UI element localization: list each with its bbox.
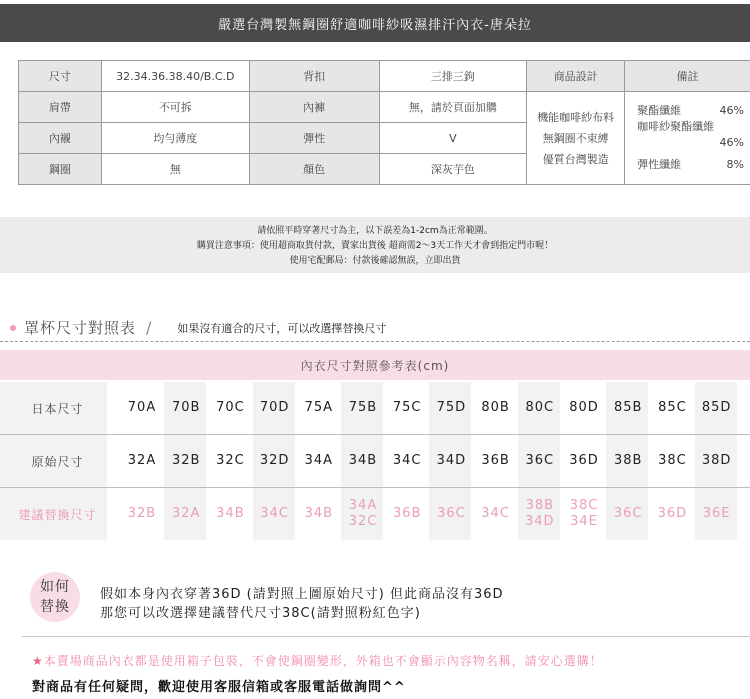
size-cell: 38C — [658, 453, 687, 468]
strap-value: 不可拆 — [101, 92, 249, 123]
badge-line-1: 如何 — [40, 579, 70, 595]
wire-value: 無 — [101, 154, 249, 185]
size-cell: 75A — [304, 400, 334, 415]
size-cell: 32B — [171, 453, 201, 468]
clasp-label: 背扣 — [249, 61, 379, 92]
star-icon: ★ — [32, 654, 44, 668]
color-label: 顏色 — [249, 154, 379, 185]
size-table-header — [0, 350, 750, 380]
fabric-composition — [625, 92, 750, 185]
notice-line-1: 請依照平時穿著尺寸為主，以下誤差為1-2cm為正常範圍。 — [257, 226, 493, 236]
footer-divider — [22, 636, 750, 637]
badge-line-2: 替換 — [40, 599, 70, 615]
size-cell: 85B — [613, 400, 643, 415]
size-cell: 70B — [171, 400, 201, 415]
design-label: 商品設計 — [527, 61, 625, 92]
fabric-1-pct: 46% — [719, 104, 744, 117]
size-cell: 34B — [304, 506, 334, 521]
size-chart-section-header — [10, 317, 386, 338]
size-value: 32.34.36.38.40/B.C.D — [101, 61, 249, 92]
design-features — [527, 92, 625, 185]
size-cell: 80D — [569, 400, 599, 415]
size-cell: 38D — [701, 453, 732, 468]
swap-text-line-2: 那您可以改選擇建議替代尺寸38C(請對照粉紅色字) — [100, 606, 421, 621]
contact-note: 對商品有任何疑問，歡迎使用客服信箱或客服電話做詢問^^ — [32, 680, 406, 695]
size-comparison-table — [0, 382, 750, 540]
size-cell: 36B — [481, 453, 510, 468]
size-cell: 85C — [658, 400, 687, 415]
elastic-label: 彈性 — [249, 123, 379, 154]
section-slash: / — [146, 318, 152, 337]
color-value: 深灰芋色 — [379, 154, 527, 185]
pants-value: 無，請於頁面加購 — [379, 92, 527, 123]
size-row — [0, 488, 750, 540]
fabric-3-name: 彈性纖維 — [637, 158, 682, 171]
swap-text-line-1: 假如本身內衣穿著36D (請對照上圖原始尺寸) 但此商品沒有36D — [100, 587, 504, 602]
how-to-swap-badge — [30, 572, 80, 622]
bullet-dot-icon — [10, 325, 16, 331]
size-cell: 34A 32C — [348, 498, 378, 529]
size-label: 尺寸 — [19, 61, 102, 92]
section-title: 罩杯尺寸對照表 — [24, 319, 137, 337]
size-cell: 32A — [171, 506, 201, 521]
size-cell: 38C 34E — [569, 498, 599, 529]
size-cell: 32A — [127, 453, 157, 468]
size-cell: 34B — [216, 506, 245, 521]
size-cell: 34C — [481, 506, 510, 521]
lining-value: 均勻薄度 — [101, 123, 249, 154]
size-row — [0, 382, 750, 434]
design-line-3: 優質台灣製造 — [542, 152, 609, 166]
size-cell: 34A — [304, 453, 334, 468]
swap-instructions — [100, 585, 504, 623]
size-cell: 36E — [702, 506, 731, 521]
size-cell: 34C — [260, 506, 289, 521]
size-cell: 75B — [348, 400, 378, 415]
size-cell: 34B — [348, 453, 378, 468]
remark-label: 備註 — [625, 61, 750, 92]
size-cell: 36D — [569, 453, 599, 468]
size-cell: 32D — [259, 453, 290, 468]
wire-label: 鋼圈 — [19, 154, 102, 185]
section-divider — [0, 341, 750, 342]
size-row-label: 日本尺寸 — [31, 401, 84, 416]
size-cell: 36C — [613, 506, 643, 521]
fabric-3-pct: 8% — [726, 158, 744, 171]
size-cell: 75D — [436, 400, 467, 415]
fabric-2-pct: 46% — [719, 136, 744, 149]
size-row-label: 原始尺寸 — [31, 454, 84, 469]
size-cell: 70A — [127, 400, 157, 415]
size-cell: 85D — [701, 400, 732, 415]
size-table-title: 內衣尺寸對照參考表(cm) — [300, 358, 450, 373]
size-cell: 34C — [392, 453, 422, 468]
size-cell: 36D — [657, 506, 688, 521]
section-subtitle: 如果沒有適合的尺寸，可以改選擇替換尺寸 — [177, 321, 387, 335]
product-spec-table — [18, 60, 750, 185]
lining-label: 內襯 — [19, 123, 102, 154]
strap-label: 肩帶 — [19, 92, 102, 123]
page-title-bar — [0, 4, 750, 42]
size-cell: 80B — [481, 400, 510, 415]
size-cell: 32C — [216, 453, 245, 468]
size-cell: 38B 34D — [525, 498, 555, 529]
fabric-1-name: 聚酯纖維 — [637, 104, 682, 117]
pants-label: 內褲 — [249, 92, 379, 123]
fabric-2-name: 咖啡紗聚酯纖維 — [637, 120, 715, 133]
purchase-notice — [0, 217, 750, 273]
design-line-1: 機能咖啡紗布料 — [537, 110, 615, 124]
size-cell: 34D — [436, 453, 467, 468]
size-cell: 36C — [525, 453, 555, 468]
size-cell: 36B — [392, 506, 422, 521]
size-row-label: 建議替換尺寸 — [18, 507, 97, 522]
clasp-value: 三排三鉤 — [379, 61, 527, 92]
notice-line-2: 購買注意事項：使用超商取貨付款，賣家出貨後 超商需2～3天工作天才會到指定門市喔！ — [196, 241, 554, 251]
packaging-note-text: 本賣場商品內衣都是使用箱子包裝，不會使鋼圈變形，外箱也不會顯示內容物名稱，請安心選購！ — [43, 654, 603, 668]
size-cell: 75C — [392, 400, 422, 415]
size-cell: 32B — [127, 506, 157, 521]
notice-line-3: 使用宅配郵局：付款後確認無誤，立即出貨 — [289, 256, 461, 266]
size-cell: 38B — [613, 453, 643, 468]
size-cell: 70D — [259, 400, 290, 415]
size-cell: 70C — [216, 400, 245, 415]
size-cell: 80C — [525, 400, 555, 415]
packaging-note — [32, 652, 603, 669]
elastic-value: V — [379, 123, 527, 154]
page-title: 嚴選台灣製無鋼圈舒適咖啡紗吸濕排汗內衣-唐朵拉 — [218, 17, 532, 33]
size-row — [0, 435, 750, 487]
size-cell: 36C — [437, 506, 466, 521]
design-line-2: 無鋼圈不束縛 — [542, 131, 609, 145]
